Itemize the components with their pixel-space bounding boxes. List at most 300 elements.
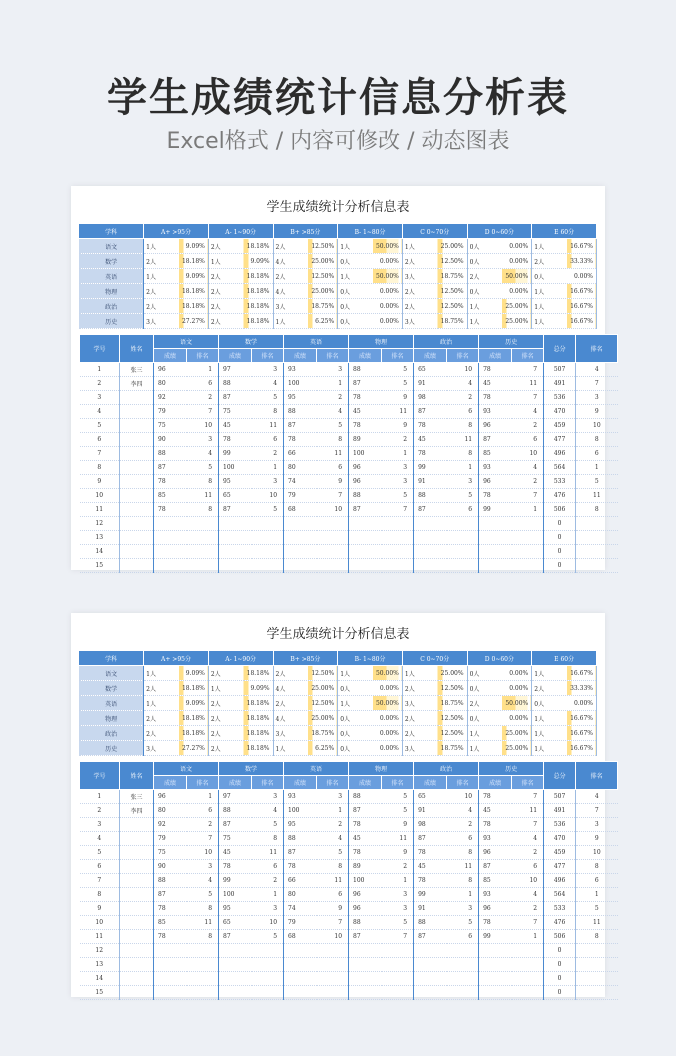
student-name bbox=[120, 874, 154, 888]
subject-score: 65 bbox=[414, 363, 447, 377]
grade-count: 1人 bbox=[273, 741, 307, 756]
grade-row bbox=[79, 711, 597, 726]
subject-rank: 9 bbox=[382, 846, 414, 860]
grade-percent: 25.00% bbox=[501, 726, 531, 741]
score-row bbox=[80, 902, 618, 916]
subject-score: 87 bbox=[219, 818, 252, 832]
subject-score bbox=[414, 545, 447, 559]
grade-count: 0人 bbox=[338, 254, 372, 269]
subject-score: 78 bbox=[219, 860, 252, 874]
grade-percent: 18.18% bbox=[243, 666, 273, 681]
subject-rank bbox=[187, 517, 219, 531]
subject-score: 99 bbox=[219, 874, 252, 888]
student-no: 12 bbox=[80, 517, 120, 531]
subject-rank: 5 bbox=[382, 916, 414, 930]
subject-score bbox=[349, 517, 382, 531]
grade-percent: 9.09% bbox=[178, 269, 208, 284]
subject-score: 93 bbox=[284, 363, 317, 377]
subject-score: 78 bbox=[414, 447, 447, 461]
subject-score: 66 bbox=[284, 874, 317, 888]
subject-rank: 5 bbox=[252, 503, 284, 517]
subject-score: 96 bbox=[154, 363, 187, 377]
subject-rank: 8 bbox=[187, 503, 219, 517]
grade-percent: 0.00% bbox=[566, 269, 596, 284]
grade-row bbox=[79, 726, 597, 741]
grade-row bbox=[79, 284, 597, 299]
grade-count: 3人 bbox=[402, 696, 436, 711]
subject-score: 93 bbox=[479, 832, 512, 846]
total-rank: 3 bbox=[576, 818, 618, 832]
total-rank: 8 bbox=[576, 930, 618, 944]
grade-percent: 50.00% bbox=[372, 666, 402, 681]
student-name bbox=[120, 930, 154, 944]
subject-rank: 3 bbox=[252, 475, 284, 489]
student-no: 3 bbox=[80, 391, 120, 405]
grade-percent: 25.00% bbox=[501, 314, 531, 329]
hero-subtitle: Excel格式 / 内容可修改 / 动态图表 bbox=[166, 129, 510, 154]
subject-rank bbox=[447, 559, 479, 573]
subject-score: 80 bbox=[154, 377, 187, 391]
grade-count: 1人 bbox=[532, 284, 566, 299]
subject-rank bbox=[187, 986, 219, 1000]
grade-row bbox=[79, 681, 597, 696]
subject-score: 79 bbox=[154, 832, 187, 846]
subject-rank: 6 bbox=[252, 433, 284, 447]
grade-band-header: B- 1~80分 bbox=[338, 651, 403, 666]
student-no: 1 bbox=[80, 790, 120, 804]
subject-rank: 3 bbox=[252, 902, 284, 916]
subject-score: 78 bbox=[414, 846, 447, 860]
grade-percent: 0.00% bbox=[501, 711, 531, 726]
subject-rank: 6 bbox=[187, 804, 219, 818]
subject-score: 87 bbox=[284, 419, 317, 433]
student-no: 3 bbox=[80, 818, 120, 832]
subject-rank: 3 bbox=[382, 902, 414, 916]
subject-rank bbox=[252, 517, 284, 531]
student-no: 7 bbox=[80, 447, 120, 461]
subject-score: 78 bbox=[154, 503, 187, 517]
grade-subject: 物理 bbox=[79, 711, 144, 726]
subject-score: 100 bbox=[284, 804, 317, 818]
total-score: 477 bbox=[544, 433, 576, 447]
subject-score: 45 bbox=[479, 804, 512, 818]
student-name bbox=[120, 916, 154, 930]
grade-percent: 0.00% bbox=[501, 239, 531, 254]
grade-percent: 18.18% bbox=[243, 741, 273, 756]
grade-percent: 0.00% bbox=[501, 284, 531, 299]
score-row bbox=[80, 475, 618, 489]
subject-rank bbox=[252, 531, 284, 545]
subject-rank: 2 bbox=[382, 433, 414, 447]
subject-score: 88 bbox=[219, 804, 252, 818]
grade-count: 3人 bbox=[144, 314, 178, 329]
grade-count: 0人 bbox=[532, 696, 566, 711]
subject-rank: 2 bbox=[512, 475, 544, 489]
subject-rank: 11 bbox=[447, 860, 479, 874]
student-name bbox=[120, 489, 154, 503]
subject-score: 96 bbox=[479, 419, 512, 433]
subject-rank bbox=[512, 972, 544, 986]
subject-rank bbox=[317, 944, 349, 958]
grade-percent: 18.18% bbox=[178, 299, 208, 314]
subject-score bbox=[219, 944, 252, 958]
subject-rank bbox=[187, 545, 219, 559]
subject-score bbox=[284, 958, 317, 972]
subject-score: 98 bbox=[414, 391, 447, 405]
total-rank: 1 bbox=[576, 461, 618, 475]
total-score: 0 bbox=[544, 986, 576, 1000]
subject-rank bbox=[187, 531, 219, 545]
subject-rank: 11 bbox=[512, 804, 544, 818]
subject-score: 87 bbox=[219, 391, 252, 405]
subject-score bbox=[284, 545, 317, 559]
subject-rank: 10 bbox=[187, 419, 219, 433]
student-name bbox=[120, 972, 154, 986]
student-no: 11 bbox=[80, 503, 120, 517]
subject-score: 45 bbox=[414, 860, 447, 874]
subject-score: 96 bbox=[479, 475, 512, 489]
grade-percent: 50.00% bbox=[501, 696, 531, 711]
student-name bbox=[120, 860, 154, 874]
subject-rank: 11 bbox=[317, 874, 349, 888]
subject-rank: 3 bbox=[447, 902, 479, 916]
subject-score bbox=[219, 958, 252, 972]
total-score: 0 bbox=[544, 545, 576, 559]
grade-percent: 50.00% bbox=[372, 269, 402, 284]
subject-rank: 7 bbox=[512, 818, 544, 832]
student-name bbox=[120, 461, 154, 475]
grade-percent: 18.18% bbox=[243, 299, 273, 314]
total-score: 459 bbox=[544, 419, 576, 433]
subject-rank bbox=[512, 986, 544, 1000]
subject-rank bbox=[317, 531, 349, 545]
subject-rank bbox=[252, 986, 284, 1000]
subject-score: 99 bbox=[414, 461, 447, 475]
grade-count: 1人 bbox=[532, 299, 566, 314]
total-score: 0 bbox=[544, 531, 576, 545]
grade-band-header: D 0~60分 bbox=[467, 651, 532, 666]
subject-score bbox=[349, 972, 382, 986]
subject-rank bbox=[512, 517, 544, 531]
subject-score: 91 bbox=[414, 902, 447, 916]
total-score: 0 bbox=[544, 958, 576, 972]
total-score: 536 bbox=[544, 818, 576, 832]
grade-subject: 数学 bbox=[79, 681, 144, 696]
subject-rank: 8 bbox=[252, 832, 284, 846]
subject-score bbox=[219, 545, 252, 559]
subject-rank: 9 bbox=[317, 902, 349, 916]
grade-count: 2人 bbox=[144, 299, 178, 314]
grade-count: 2人 bbox=[402, 284, 436, 299]
subject-score: 66 bbox=[284, 447, 317, 461]
subject-score: 97 bbox=[219, 790, 252, 804]
subject-score: 78 bbox=[154, 475, 187, 489]
grade-percent: 0.00% bbox=[372, 314, 402, 329]
score-row bbox=[80, 531, 618, 545]
student-name bbox=[120, 531, 154, 545]
grade-count: 1人 bbox=[144, 696, 178, 711]
score-row bbox=[80, 545, 618, 559]
subject-rank: 6 bbox=[447, 503, 479, 517]
header-subject: 英语 bbox=[284, 762, 349, 776]
student-no: 13 bbox=[80, 958, 120, 972]
total-rank bbox=[576, 986, 618, 1000]
grade-percent: 16.67% bbox=[566, 726, 596, 741]
total-score: 476 bbox=[544, 916, 576, 930]
subject-rank: 11 bbox=[447, 433, 479, 447]
total-score: 507 bbox=[544, 790, 576, 804]
grade-count: 2人 bbox=[208, 666, 242, 681]
student-name bbox=[120, 888, 154, 902]
subject-score: 65 bbox=[219, 916, 252, 930]
subject-score: 75 bbox=[219, 405, 252, 419]
grade-percent: 25.00% bbox=[307, 284, 337, 299]
total-rank: 7 bbox=[576, 377, 618, 391]
subject-rank: 11 bbox=[382, 405, 414, 419]
total-score: 564 bbox=[544, 461, 576, 475]
subject-score: 87 bbox=[349, 503, 382, 517]
score-row bbox=[80, 391, 618, 405]
subject-rank: 5 bbox=[382, 790, 414, 804]
grade-count: 0人 bbox=[467, 239, 501, 254]
subject-rank: 5 bbox=[187, 461, 219, 475]
score-row bbox=[80, 888, 618, 902]
subject-score: 78 bbox=[479, 489, 512, 503]
grade-row bbox=[79, 269, 597, 284]
grade-percent: 12.50% bbox=[437, 726, 467, 741]
student-name bbox=[120, 958, 154, 972]
grade-count: 1人 bbox=[532, 239, 566, 254]
subject-score: 100 bbox=[284, 377, 317, 391]
subject-score: 87 bbox=[284, 846, 317, 860]
subject-score: 45 bbox=[479, 377, 512, 391]
subject-rank: 10 bbox=[512, 874, 544, 888]
grade-count: 2人 bbox=[144, 681, 178, 696]
subject-rank: 1 bbox=[317, 377, 349, 391]
student-no: 14 bbox=[80, 972, 120, 986]
subject-rank: 3 bbox=[382, 475, 414, 489]
grade-count: 1人 bbox=[532, 314, 566, 329]
subject-rank: 6 bbox=[447, 405, 479, 419]
header-rank: 排名 bbox=[512, 776, 544, 790]
subject-rank: 7 bbox=[512, 790, 544, 804]
subject-score: 88 bbox=[219, 377, 252, 391]
grade-subject: 英语 bbox=[79, 696, 144, 711]
subject-score: 78 bbox=[414, 874, 447, 888]
subject-rank: 9 bbox=[382, 391, 414, 405]
grade-count: 0人 bbox=[338, 711, 372, 726]
grade-count: 1人 bbox=[402, 239, 436, 254]
student-name bbox=[120, 447, 154, 461]
subject-rank: 8 bbox=[447, 846, 479, 860]
subject-score: 88 bbox=[284, 405, 317, 419]
subject-score: 87 bbox=[154, 888, 187, 902]
grade-header-subject: 学科 bbox=[79, 651, 144, 666]
subject-rank: 8 bbox=[317, 433, 349, 447]
subject-score: 98 bbox=[414, 818, 447, 832]
grade-percent: 0.00% bbox=[372, 741, 402, 756]
subject-rank: 3 bbox=[252, 363, 284, 377]
subject-rank bbox=[187, 958, 219, 972]
header-subject: 物理 bbox=[349, 335, 414, 349]
subject-score: 87 bbox=[349, 377, 382, 391]
subject-rank: 6 bbox=[447, 832, 479, 846]
subject-score bbox=[349, 986, 382, 1000]
student-no: 7 bbox=[80, 874, 120, 888]
sheet-preview-2 bbox=[71, 613, 605, 997]
score-row bbox=[80, 846, 618, 860]
grade-count: 2人 bbox=[208, 269, 242, 284]
grade-count: 1人 bbox=[144, 269, 178, 284]
subject-rank: 7 bbox=[317, 489, 349, 503]
header-score: 成绩 bbox=[479, 349, 512, 363]
subject-rank: 5 bbox=[252, 391, 284, 405]
subject-rank: 8 bbox=[252, 405, 284, 419]
subject-score: 88 bbox=[349, 916, 382, 930]
subject-score bbox=[349, 545, 382, 559]
total-score: 496 bbox=[544, 874, 576, 888]
grade-count: 1人 bbox=[338, 269, 372, 284]
subject-score: 79 bbox=[284, 916, 317, 930]
grade-count: 1人 bbox=[338, 239, 372, 254]
subject-rank: 10 bbox=[252, 489, 284, 503]
total-rank: 11 bbox=[576, 916, 618, 930]
score-row bbox=[80, 832, 618, 846]
subject-score: 87 bbox=[349, 930, 382, 944]
subject-score: 85 bbox=[154, 916, 187, 930]
score-row bbox=[80, 517, 618, 531]
score-table bbox=[79, 334, 618, 573]
grade-count: 4人 bbox=[273, 284, 307, 299]
total-score: 0 bbox=[544, 559, 576, 573]
subject-score bbox=[479, 944, 512, 958]
header-rank: 排名 bbox=[512, 349, 544, 363]
grade-percent: 0.00% bbox=[372, 681, 402, 696]
grade-count: 4人 bbox=[273, 254, 307, 269]
grade-percent: 12.50% bbox=[437, 284, 467, 299]
total-score: 496 bbox=[544, 447, 576, 461]
subject-score bbox=[219, 559, 252, 573]
grade-percent: 0.00% bbox=[501, 681, 531, 696]
grade-count: 3人 bbox=[273, 299, 307, 314]
student-name: 李四 bbox=[120, 377, 154, 391]
subject-score: 96 bbox=[154, 790, 187, 804]
grade-count: 2人 bbox=[273, 239, 307, 254]
subject-score bbox=[154, 559, 187, 573]
subject-rank bbox=[187, 972, 219, 986]
header-score: 成绩 bbox=[349, 349, 382, 363]
subject-rank: 1 bbox=[447, 888, 479, 902]
grade-count: 4人 bbox=[273, 681, 307, 696]
subject-rank: 9 bbox=[317, 475, 349, 489]
student-no: 10 bbox=[80, 916, 120, 930]
subject-score: 87 bbox=[479, 860, 512, 874]
subject-score: 89 bbox=[349, 860, 382, 874]
grade-band-header: C 0~70分 bbox=[402, 224, 467, 239]
subject-score bbox=[479, 958, 512, 972]
subject-score bbox=[219, 517, 252, 531]
grade-percent: 12.50% bbox=[307, 696, 337, 711]
subject-score: 90 bbox=[154, 433, 187, 447]
subject-score bbox=[479, 517, 512, 531]
header-subject: 语文 bbox=[154, 762, 219, 776]
grade-percent: 25.00% bbox=[307, 681, 337, 696]
grade-row bbox=[79, 299, 597, 314]
grade-band-header: E 60分 bbox=[532, 224, 597, 239]
grade-band-header: E 60分 bbox=[532, 651, 597, 666]
subject-rank: 11 bbox=[252, 846, 284, 860]
subject-score: 75 bbox=[154, 846, 187, 860]
score-row bbox=[80, 958, 618, 972]
subject-rank: 3 bbox=[382, 888, 414, 902]
grade-count: 3人 bbox=[273, 726, 307, 741]
header-rank: 排名 bbox=[252, 776, 284, 790]
subject-score: 78 bbox=[349, 818, 382, 832]
student-no: 8 bbox=[80, 461, 120, 475]
total-score: 536 bbox=[544, 391, 576, 405]
score-row bbox=[80, 944, 618, 958]
grade-header-subject: 学科 bbox=[79, 224, 144, 239]
grade-row bbox=[79, 666, 597, 681]
grade-count: 2人 bbox=[208, 726, 242, 741]
subject-score: 75 bbox=[154, 419, 187, 433]
subject-rank: 9 bbox=[382, 818, 414, 832]
subject-rank bbox=[317, 559, 349, 573]
subject-score: 95 bbox=[284, 391, 317, 405]
subject-rank: 4 bbox=[512, 888, 544, 902]
grade-percent: 25.00% bbox=[307, 711, 337, 726]
subject-score: 78 bbox=[479, 818, 512, 832]
grade-count: 2人 bbox=[273, 666, 307, 681]
student-name bbox=[120, 986, 154, 1000]
grade-band-header: A- 1~90分 bbox=[208, 224, 273, 239]
score-row bbox=[80, 489, 618, 503]
grade-percent: 27.27% bbox=[178, 741, 208, 756]
subject-rank bbox=[252, 545, 284, 559]
subject-rank: 7 bbox=[187, 405, 219, 419]
subject-score bbox=[284, 517, 317, 531]
grade-count: 2人 bbox=[208, 299, 242, 314]
grade-percent: 16.67% bbox=[566, 299, 596, 314]
student-no: 11 bbox=[80, 930, 120, 944]
score-row bbox=[80, 916, 618, 930]
subject-score: 91 bbox=[414, 475, 447, 489]
subject-rank: 2 bbox=[512, 419, 544, 433]
grade-subject: 历史 bbox=[79, 314, 144, 329]
subject-score: 85 bbox=[479, 447, 512, 461]
subject-score: 88 bbox=[154, 874, 187, 888]
subject-rank: 4 bbox=[187, 447, 219, 461]
subject-score: 88 bbox=[349, 489, 382, 503]
subject-rank bbox=[382, 545, 414, 559]
grade-count: 0人 bbox=[467, 681, 501, 696]
student-name bbox=[120, 902, 154, 916]
student-name bbox=[120, 391, 154, 405]
grade-count: 0人 bbox=[338, 681, 372, 696]
student-no: 2 bbox=[80, 377, 120, 391]
subject-rank bbox=[447, 972, 479, 986]
grade-count: 3人 bbox=[402, 741, 436, 756]
subject-rank: 7 bbox=[382, 503, 414, 517]
subject-score: 80 bbox=[284, 888, 317, 902]
subject-rank: 8 bbox=[447, 419, 479, 433]
subject-rank: 5 bbox=[317, 419, 349, 433]
grade-count: 1人 bbox=[467, 299, 501, 314]
subject-score: 78 bbox=[479, 916, 512, 930]
header-rank: 排名 bbox=[187, 349, 219, 363]
header-rank: 排名 bbox=[382, 349, 414, 363]
subject-rank: 11 bbox=[187, 489, 219, 503]
